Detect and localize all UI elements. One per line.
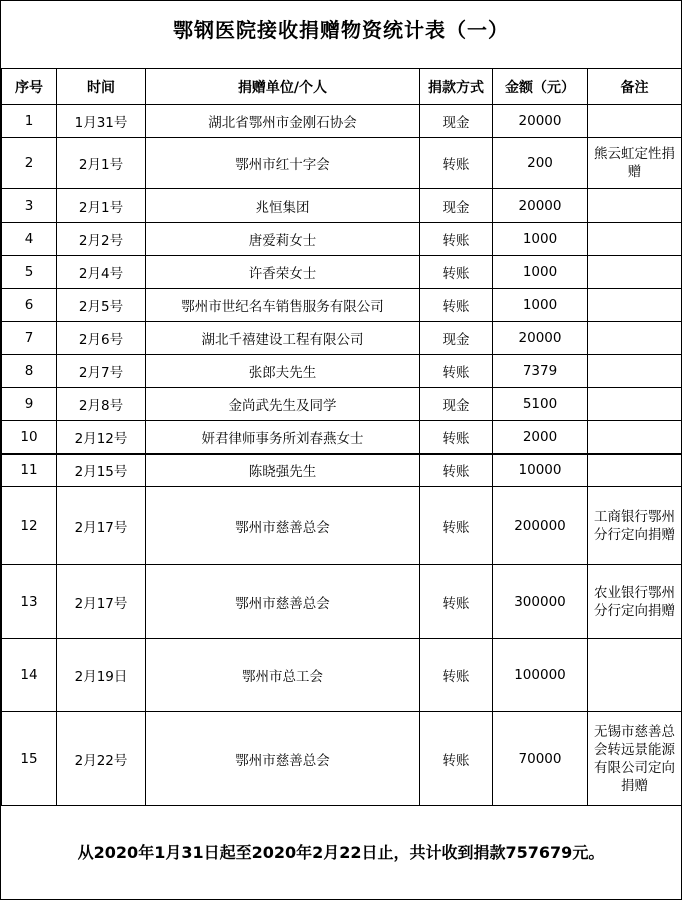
header-method: 捐款方式	[420, 69, 493, 105]
cell-amount: 1000	[493, 256, 588, 289]
donation-table	[1, 68, 682, 806]
cell-method: 转账	[420, 454, 493, 487]
cell-note	[588, 322, 682, 355]
cell-seq: 2	[2, 138, 57, 189]
table-row	[2, 223, 682, 256]
cell-donor: 张郎夫先生	[146, 355, 420, 388]
cell-method: 现金	[420, 189, 493, 223]
cell-donor: 兆恒集团	[146, 189, 420, 223]
header-note: 备注	[588, 69, 682, 105]
cell-seq: 3	[2, 189, 57, 223]
cell-method: 现金	[420, 322, 493, 355]
cell-method: 转账	[420, 487, 493, 565]
cell-donor: 许香荣女士	[146, 256, 420, 289]
header-time: 时间	[57, 69, 146, 105]
cell-seq: 8	[2, 355, 57, 388]
cell-time: 2月5号	[57, 289, 146, 322]
cell-time: 2月6号	[57, 322, 146, 355]
cell-donor: 湖北千禧建设工程有限公司	[146, 322, 420, 355]
cell-method: 转账	[420, 565, 493, 639]
cell-amount: 200	[493, 138, 588, 189]
page-title: 鄂钢医院接收捐赠物资统计表（一）	[173, 18, 509, 42]
cell-note	[588, 454, 682, 487]
table-row	[2, 639, 682, 712]
cell-time: 2月4号	[57, 256, 146, 289]
cell-method: 转账	[420, 712, 493, 806]
cell-amount: 100000	[493, 639, 588, 712]
cell-amount: 1000	[493, 289, 588, 322]
cell-note: 熊云虹定性捐赠	[588, 138, 682, 189]
cell-note	[588, 421, 682, 454]
table-row	[2, 189, 682, 223]
cell-donor: 鄂州市世纪名车销售服务有限公司	[146, 289, 420, 322]
table-row	[2, 454, 682, 487]
table-row	[2, 388, 682, 421]
cell-seq: 13	[2, 565, 57, 639]
cell-donor: 陈晓强先生	[146, 454, 420, 487]
cell-time: 2月19日	[57, 639, 146, 712]
cell-donor: 湖北省鄂州市金刚石协会	[146, 105, 420, 138]
cell-amount: 300000	[493, 565, 588, 639]
cell-amount: 1000	[493, 223, 588, 256]
cell-donor: 鄂州市红十字会	[146, 138, 420, 189]
cell-amount: 20000	[493, 322, 588, 355]
cell-time: 2月22号	[57, 712, 146, 806]
cell-time: 2月17号	[57, 487, 146, 565]
table-row	[2, 421, 682, 454]
cell-time: 2月15号	[57, 454, 146, 487]
table-row	[2, 487, 682, 565]
cell-seq: 5	[2, 256, 57, 289]
cell-time: 1月31号	[57, 105, 146, 138]
cell-time: 2月1号	[57, 189, 146, 223]
cell-note	[588, 639, 682, 712]
table-row	[2, 105, 682, 138]
cell-seq: 14	[2, 639, 57, 712]
cell-seq: 11	[2, 454, 57, 487]
cell-method: 现金	[420, 388, 493, 421]
cell-note	[588, 256, 682, 289]
header-seq: 序号	[2, 69, 57, 105]
cell-note: 工商银行鄂州分行定向捐赠	[588, 487, 682, 565]
cell-note	[588, 388, 682, 421]
table-row	[2, 565, 682, 639]
cell-note	[588, 355, 682, 388]
cell-donor: 鄂州市慈善总会	[146, 712, 420, 806]
cell-method: 转账	[420, 639, 493, 712]
cell-donor: 鄂州市总工会	[146, 639, 420, 712]
table-row	[2, 355, 682, 388]
cell-method: 转账	[420, 138, 493, 189]
cell-note: 农业银行鄂州分行定向捐赠	[588, 565, 682, 639]
cell-seq: 1	[2, 105, 57, 138]
header-donor: 捐赠单位/个人	[146, 69, 420, 105]
cell-note	[588, 189, 682, 223]
cell-time: 2月12号	[57, 421, 146, 454]
table-row	[2, 256, 682, 289]
cell-note	[588, 289, 682, 322]
cell-amount: 2000	[493, 421, 588, 454]
cell-time: 2月2号	[57, 223, 146, 256]
header-row	[2, 69, 682, 105]
cell-note	[588, 105, 682, 138]
cell-note	[588, 223, 682, 256]
table-row	[2, 712, 682, 806]
table-row	[2, 138, 682, 189]
cell-amount: 70000	[493, 712, 588, 806]
cell-seq: 12	[2, 487, 57, 565]
cell-donor: 鄂州市慈善总会	[146, 487, 420, 565]
cell-time: 2月7号	[57, 355, 146, 388]
header-amount: 金额（元）	[493, 69, 588, 105]
cell-amount: 20000	[493, 105, 588, 138]
cell-seq: 15	[2, 712, 57, 806]
cell-method: 转账	[420, 223, 493, 256]
cell-method: 转账	[420, 421, 493, 454]
cell-amount: 5100	[493, 388, 588, 421]
table-row	[2, 322, 682, 355]
cell-time: 2月1号	[57, 138, 146, 189]
cell-note: 无锡市慈善总会转远景能源有限公司定向捐赠	[588, 712, 682, 806]
cell-seq: 10	[2, 421, 57, 454]
cell-method: 转账	[420, 289, 493, 322]
cell-seq: 9	[2, 388, 57, 421]
cell-donor: 金尚武先生及同学	[146, 388, 420, 421]
cell-amount: 7379	[493, 355, 588, 388]
cell-amount: 10000	[493, 454, 588, 487]
cell-method: 转账	[420, 355, 493, 388]
cell-time: 2月8号	[57, 388, 146, 421]
cell-donor: 鄂州市慈善总会	[146, 565, 420, 639]
total-summary: 从2020年1月31日起至2020年2月22日止，共计收到捐款757679元。	[77, 843, 605, 862]
cell-donor: 妍君律师事务所刘春燕女士	[146, 421, 420, 454]
cell-time: 2月17号	[57, 565, 146, 639]
cell-seq: 4	[2, 223, 57, 256]
table-row	[2, 289, 682, 322]
cell-amount: 20000	[493, 189, 588, 223]
cell-seq: 7	[2, 322, 57, 355]
cell-amount: 200000	[493, 487, 588, 565]
cell-donor: 唐爱莉女士	[146, 223, 420, 256]
cell-method: 现金	[420, 105, 493, 138]
cell-method: 转账	[420, 256, 493, 289]
cell-seq: 6	[2, 289, 57, 322]
